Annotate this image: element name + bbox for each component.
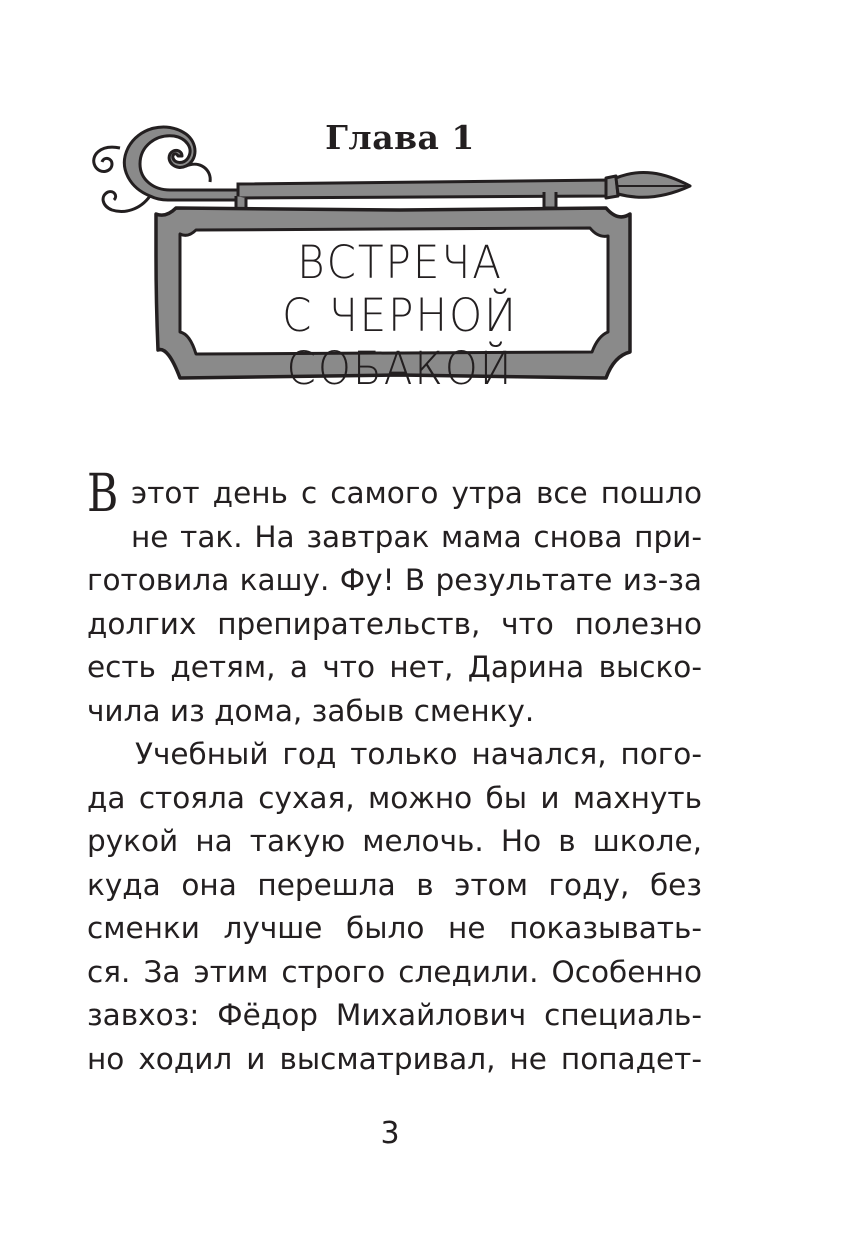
text-line: есть детям, а что нет, Дарина выско-: [87, 650, 702, 684]
text-line: завхоз: Фёдор Михайлович специаль-: [87, 998, 702, 1032]
chapter-title-line-1: ВСТРЕЧА: [297, 236, 503, 289]
chapter-body-text: [87, 464, 702, 1081]
text-line: готовила кашу. Фу! В результате из-за: [87, 563, 702, 597]
text-line: ся. За этим строго следили. Особенно: [87, 954, 702, 989]
text-line: этот день с самого утра все пошло: [131, 476, 702, 510]
text-line: да стояла сухая, можно бы и махнуть: [87, 780, 702, 815]
text-line: но ходил и высматривал, не попадет-: [87, 1041, 702, 1076]
text-line: Учебный год только начался, пого-: [135, 737, 702, 771]
text-line: сменки лучше было не показывать-: [87, 911, 702, 945]
text-line: не так. На завтрак мама снова при-: [131, 519, 702, 554]
chapter-number: Глава 1: [325, 118, 475, 157]
text-line: чила из дома, забыв сменку.: [87, 693, 535, 728]
text-line: рукой на такую мелочь. Но в школе,: [87, 824, 702, 858]
text-line: долгих препирательств, что полезно: [87, 606, 702, 641]
scroll-bracket-icon: [94, 127, 240, 212]
text-line: куда она перешла в этом году, без: [87, 867, 702, 902]
dropcap-letter: В: [87, 464, 119, 524]
pen-nib-icon: [606, 172, 690, 198]
page-number: 3: [380, 1116, 400, 1151]
chapter-title-line-2: С ЧЕРНОЙ СОБАКОЙ: [282, 289, 518, 395]
